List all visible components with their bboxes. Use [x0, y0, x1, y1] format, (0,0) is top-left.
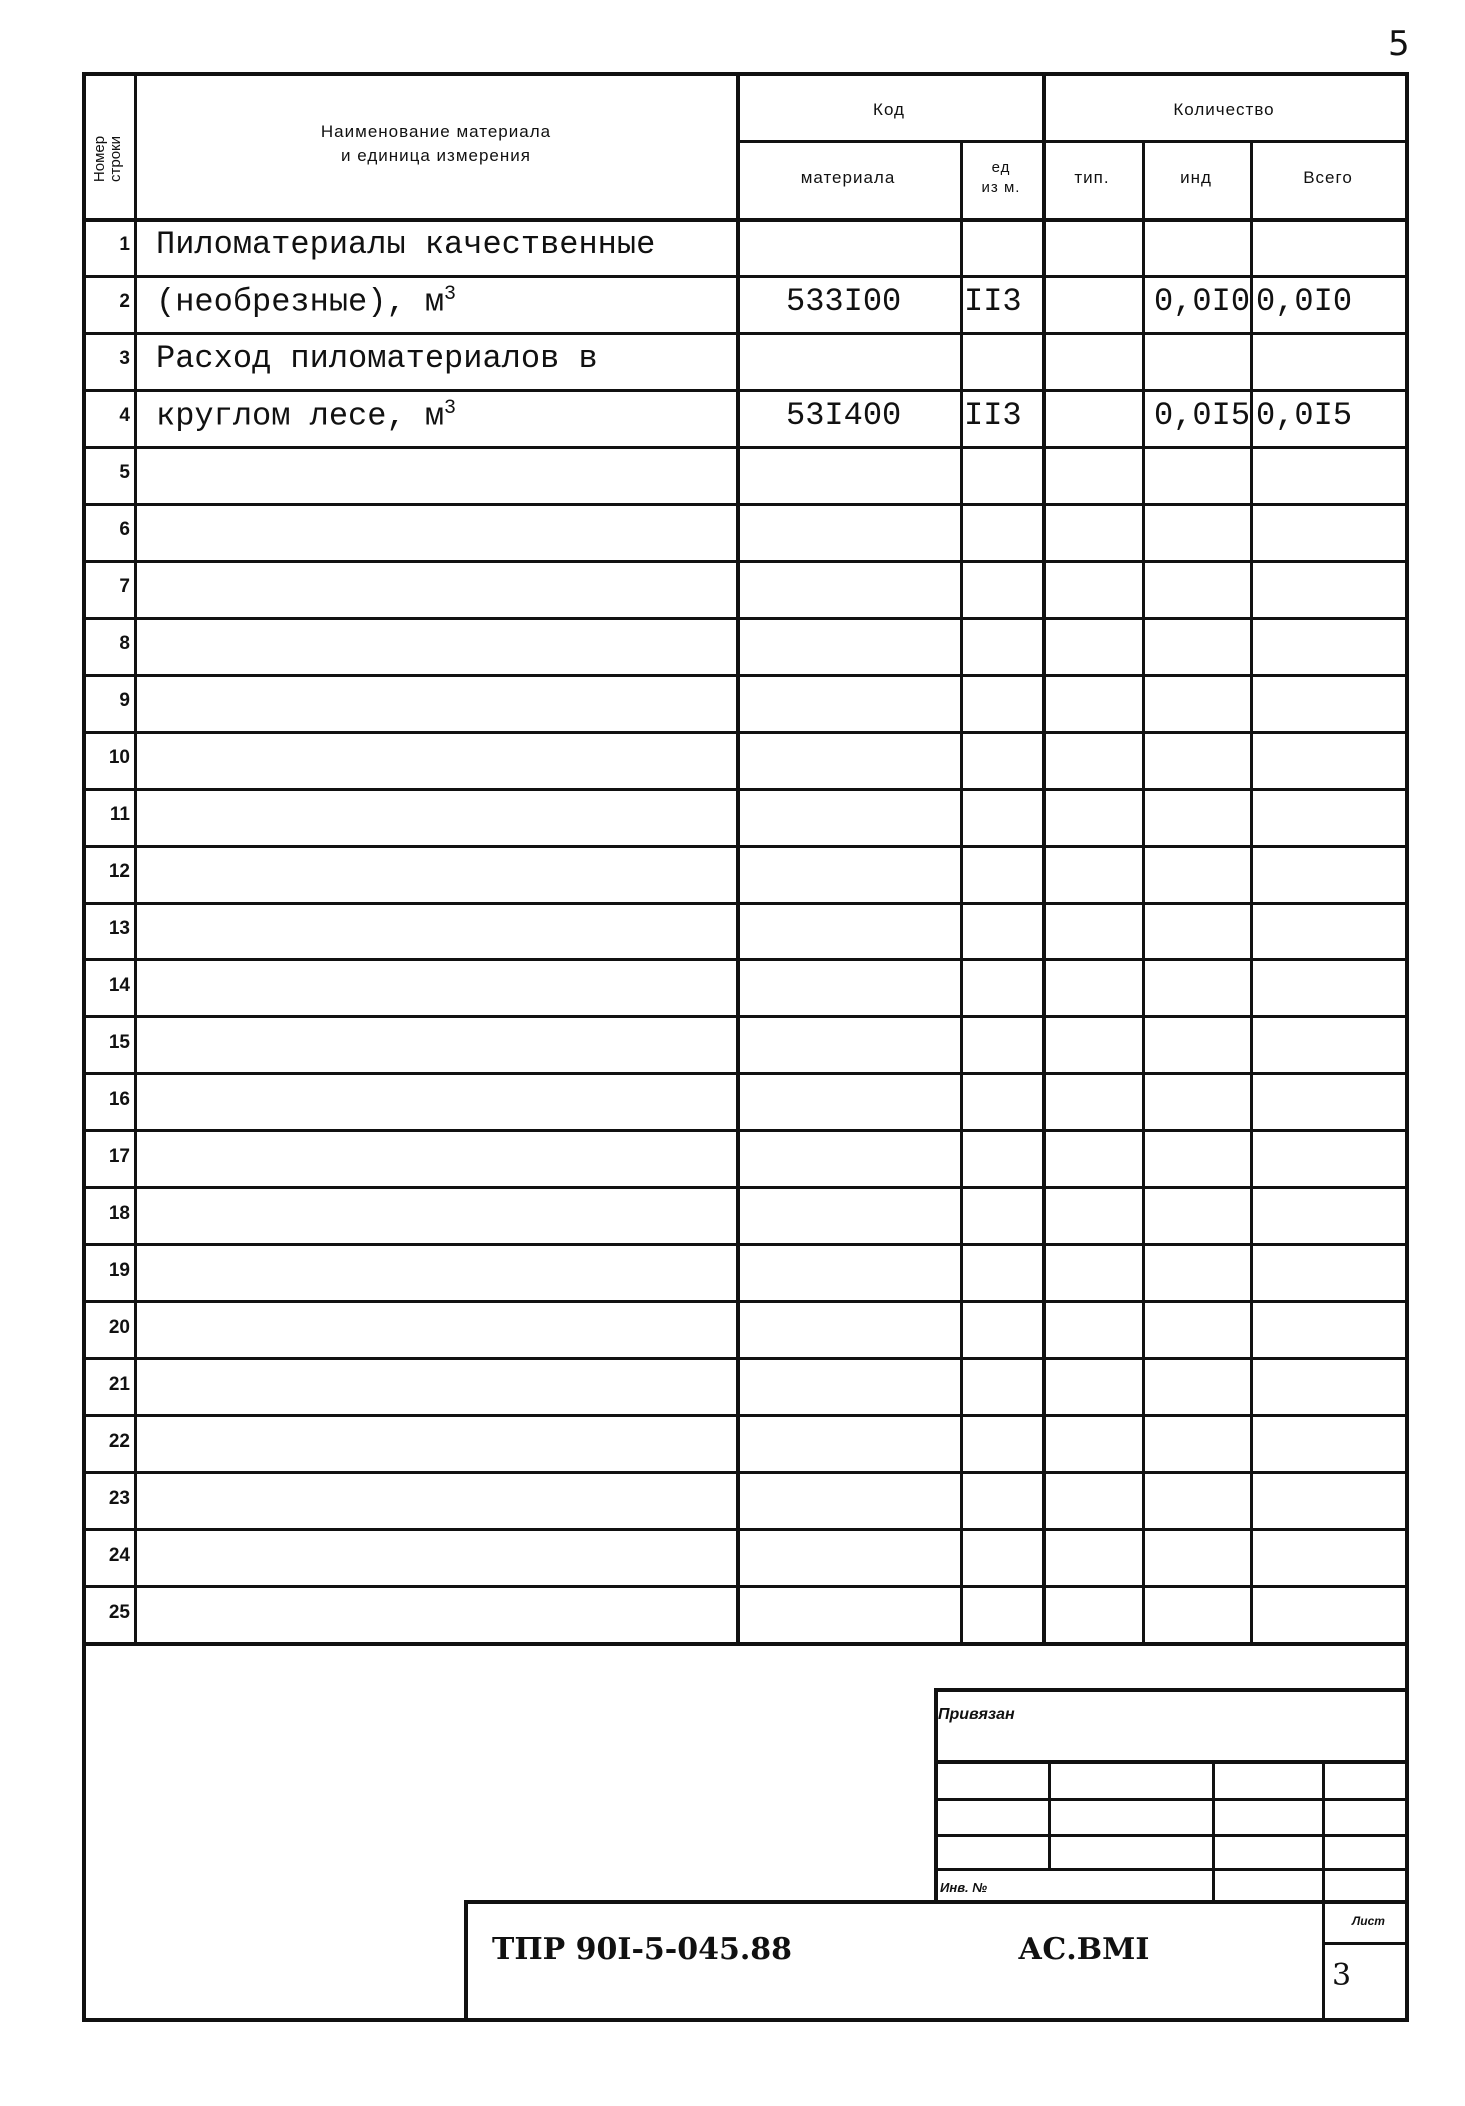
header-bottom-line: [82, 218, 1409, 222]
qty-total-header: Всего: [1303, 168, 1353, 187]
qty-ind-cell: 0,0I5: [1154, 397, 1251, 435]
row-number: 12: [108, 861, 130, 883]
row-divider: [82, 958, 1409, 961]
column-divider: [134, 72, 137, 1642]
material-name-cell: круглом лесе, $м^3$: [156, 397, 457, 436]
code-material-header: материала: [800, 168, 896, 187]
qty-ind-cell: 0,0I0: [1154, 283, 1251, 321]
row-divider: [82, 845, 1409, 848]
material-code-cell: 533I00: [786, 283, 902, 321]
unit-code-cell: II3: [964, 397, 1022, 435]
row-number: 25: [108, 1601, 130, 1623]
row-divider: [82, 560, 1409, 563]
row-divider: [82, 1015, 1409, 1018]
row-divider: [82, 1072, 1409, 1075]
row-divider: [82, 731, 1409, 734]
row-number: 15: [108, 1031, 130, 1053]
row-number: 6: [119, 519, 130, 541]
row-number: 17: [108, 1145, 130, 1167]
stamp-line: [934, 1868, 1409, 1871]
code-unit-header: ед из м.: [981, 159, 1021, 196]
row-number: 11: [109, 804, 130, 826]
row-divider: [82, 332, 1409, 335]
name-header: Наименование материала и единица измерения: [320, 122, 552, 165]
row-divider: [82, 1414, 1409, 1417]
row-number: 3: [119, 348, 130, 370]
row-number: 19: [108, 1259, 130, 1281]
unit-code-cell: II3: [964, 283, 1022, 321]
row-number-header: Номер строки: [91, 135, 124, 183]
linked-label: Привязан: [938, 1706, 1015, 1723]
inv-no-label: Инв. №: [940, 1880, 988, 1895]
row-divider: [82, 1129, 1409, 1132]
row-number: 1: [119, 234, 130, 256]
header-subdivider: [736, 140, 1409, 143]
material-name-cell: (необрезные), $м^3$: [156, 283, 457, 322]
qty-total-cell: 0,0I0: [1256, 283, 1353, 321]
row-divider: [82, 446, 1409, 449]
stamp-border: [934, 1688, 1409, 1692]
row-divider: [82, 503, 1409, 506]
stamp-line: [934, 1798, 1409, 1801]
code-header: Код: [873, 100, 905, 119]
row-divider: [82, 1528, 1409, 1531]
row-number: 4: [119, 405, 130, 427]
row-divider: [82, 389, 1409, 392]
row-divider: [82, 1471, 1409, 1474]
qty-typ-header: тип.: [1074, 168, 1110, 187]
material-name-cell: Пиломатериалы качественные: [156, 226, 656, 264]
row-number: 22: [108, 1430, 130, 1452]
row-number: 20: [108, 1316, 130, 1338]
row-number: 9: [119, 690, 130, 712]
row-divider: [82, 617, 1409, 620]
quantity-header: Количество: [1173, 100, 1275, 119]
row-number: 13: [108, 918, 130, 939]
row-number: 24: [108, 1544, 130, 1566]
sheet-label: Лист: [1352, 1914, 1385, 1928]
material-code-cell: 53I400: [786, 397, 902, 435]
row-divider: [82, 1243, 1409, 1246]
row-number: 21: [108, 1373, 130, 1395]
row-divider: [82, 1585, 1409, 1588]
column-divider: [1042, 72, 1046, 1642]
document-code: ТПР 90I-5-045.88: [492, 1932, 793, 1967]
superscript: 3: [444, 283, 457, 307]
stamp-line: [934, 1834, 1409, 1837]
row-number: 8: [119, 633, 130, 655]
stamp-line: [1322, 1942, 1409, 1945]
page-number: 5: [1388, 24, 1410, 64]
row-number: 14: [108, 974, 130, 996]
row-divider: [82, 275, 1409, 278]
row-number: 5: [119, 462, 130, 484]
qty-total-cell: 0,0I5: [1256, 397, 1353, 435]
stamp-border: [464, 1900, 1409, 1904]
row-divider: [82, 1300, 1409, 1303]
row-number: 18: [108, 1202, 130, 1224]
superscript: 3: [444, 397, 457, 421]
stamp-line: [1322, 1760, 1325, 2020]
row-number: 23: [108, 1487, 130, 1509]
row-divider: [82, 788, 1409, 791]
row-number: 7: [119, 576, 130, 598]
column-divider: [736, 72, 740, 1642]
table-bottom-line: [82, 1642, 1409, 1646]
qty-ind-header: инд: [1180, 168, 1212, 187]
stamp-line: [1048, 1760, 1051, 1870]
stamp-line: [934, 1760, 1409, 1764]
row-divider: [82, 902, 1409, 905]
sheet-number: 3: [1332, 1958, 1352, 1993]
section-code: АС.ВМI: [1018, 1932, 1150, 1967]
row-divider: [82, 1186, 1409, 1189]
row-number: 10: [108, 747, 130, 769]
row-divider: [82, 1357, 1409, 1360]
stamp-line: [1212, 1760, 1215, 1900]
row-divider: [82, 674, 1409, 677]
row-number: 2: [119, 291, 130, 313]
stamp-border: [464, 1900, 468, 2020]
row-number: 16: [108, 1088, 130, 1110]
material-name-cell: Расход пиломатериалов в: [156, 340, 598, 378]
